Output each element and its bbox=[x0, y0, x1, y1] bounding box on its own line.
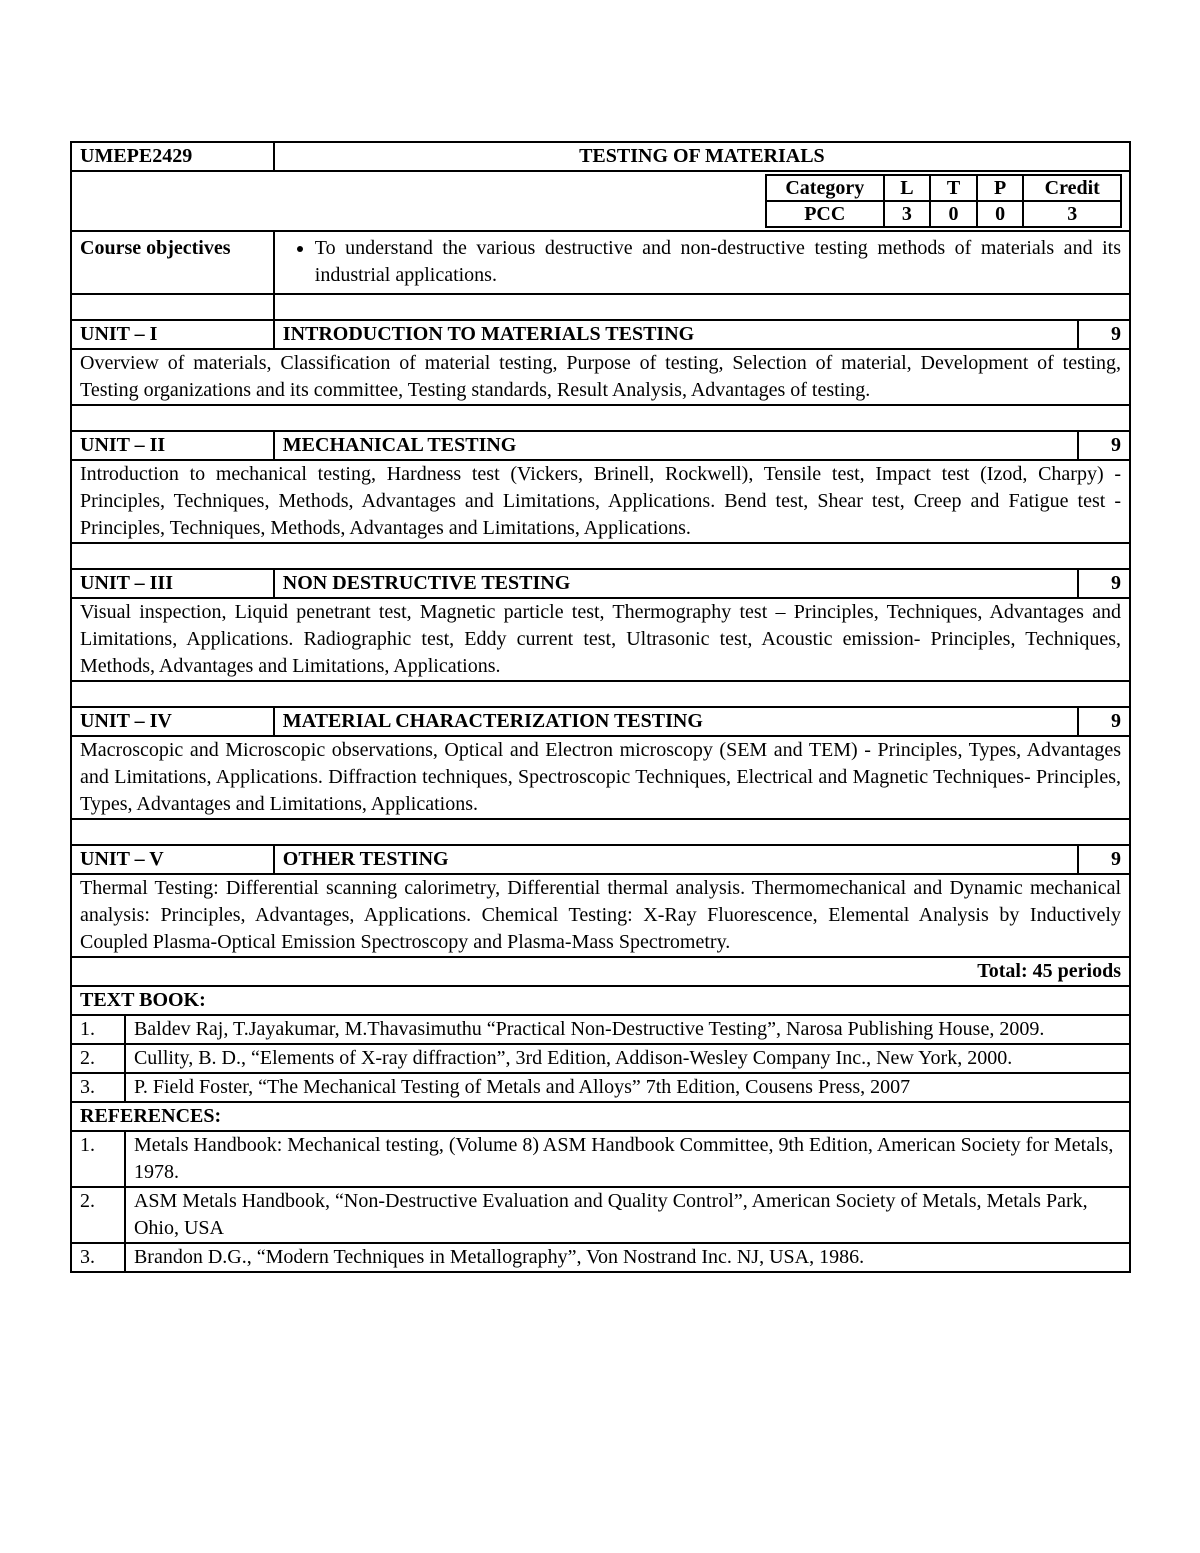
unit-2-hours: 9 bbox=[1078, 431, 1130, 460]
unit-1-id: UNIT – I bbox=[71, 320, 274, 349]
total-row bbox=[71, 957, 1130, 986]
spacer-row bbox=[71, 294, 1130, 320]
unit-1-title: INTRODUCTION TO MATERIALS TESTING bbox=[274, 320, 1078, 349]
credit-value-p: 0 bbox=[977, 201, 1024, 227]
syllabus-page bbox=[70, 141, 1131, 1273]
textbook-item bbox=[71, 1073, 1130, 1102]
textbook-num: 3. bbox=[71, 1073, 125, 1102]
reference-text: Metals Handbook: Mechanical testing, (Volume 8) ASM Handbook Committee, 9th Edition, American Society for Metals, 1978. bbox=[125, 1131, 1130, 1187]
textbook-item bbox=[71, 1044, 1130, 1073]
objectives-row bbox=[71, 231, 1130, 294]
textbook-text: P. Field Foster, “The Mechanical Testing of Metals and Alloys” 7th Edition, Cousens Press, 2007 bbox=[125, 1073, 1130, 1102]
textbook-num: 1. bbox=[71, 1015, 125, 1044]
reference-item bbox=[71, 1187, 1130, 1243]
textbook-text: Baldev Raj, T.Jayakumar, M.Thavasimuthu “Practical Non-Destructive Testing”, Narosa Publishing House, 2009. bbox=[125, 1015, 1130, 1044]
reference-text: Brandon D.G., “Modern Techniques in Metallography”, Von Nostrand Inc. NJ, USA, 1986. bbox=[125, 1243, 1130, 1272]
reference-num: 3. bbox=[71, 1243, 125, 1272]
reference-num: 1. bbox=[71, 1131, 125, 1187]
references-heading-row bbox=[71, 1102, 1130, 1131]
credit-value-row bbox=[766, 201, 1121, 227]
unit-4-content-row bbox=[71, 736, 1130, 819]
reference-text: ASM Metals Handbook, “Non-Destructive Evaluation and Quality Control”, American Society of Metals, Metals Park, Ohio, USA bbox=[125, 1187, 1130, 1243]
credit-header-row bbox=[766, 175, 1121, 201]
unit-2-title: MECHANICAL TESTING bbox=[274, 431, 1078, 460]
course-title: TESTING OF MATERIALS bbox=[274, 142, 1130, 171]
unit-3-content: Visual inspection, Liquid penetrant test, Magnetic particle test, Thermography test – Principles, Techniques, Advantages and Limitations, Applications. Radiographic test, Eddy current test, Ultrasonic test, Acoustic emission- Principles, Techniques, Methods, Advantages and Limitations, Applications. bbox=[71, 598, 1130, 681]
credit-value-category: PCC bbox=[766, 201, 884, 227]
course-code: UMEPE2429 bbox=[71, 142, 274, 171]
unit-4-header bbox=[71, 707, 1130, 736]
references-heading: REFERENCES: bbox=[71, 1102, 1130, 1131]
total-periods: Total: 45 periods bbox=[71, 957, 1130, 986]
credit-header-t: T bbox=[930, 175, 977, 201]
unit-2-content: Introduction to mechanical testing, Hardness test (Vickers, Brinell, Rockwell), Tensile test, Impact test (Izod, Charpy) - Principles, Techniques, Methods, Advantages and Limitations, Applications. Bend test, Shear test, Creep and Fatigue test - Principles, Techniques, Methods, Advantages and Limitations, Applications. bbox=[71, 460, 1130, 543]
course-header-row bbox=[71, 142, 1130, 171]
unit-3-content-row bbox=[71, 598, 1130, 681]
unit-5-title: OTHER TESTING bbox=[274, 845, 1078, 874]
unit-5-hours: 9 bbox=[1078, 845, 1130, 874]
spacer-row bbox=[71, 819, 1130, 845]
reference-item bbox=[71, 1243, 1130, 1272]
unit-1-header bbox=[71, 320, 1130, 349]
unit-2-id: UNIT – II bbox=[71, 431, 274, 460]
unit-4-title: MATERIAL CHARACTERIZATION TESTING bbox=[274, 707, 1078, 736]
textbook-text: Cullity, B. D., “Elements of X-ray diffraction”, 3rd Edition, Addison-Wesley Company Inc., New York, 2000. bbox=[125, 1044, 1130, 1073]
reference-item bbox=[71, 1131, 1130, 1187]
unit-2-header bbox=[71, 431, 1130, 460]
unit-5-content: Thermal Testing: Differential scanning calorimetry, Differential thermal analysis. Thermomechanical and Dynamic mechanical analysis: Principles, Advantages, Applications. Chemical Testing: X-Ray Fluorescence, Elemental Analysis by Inductively Coupled Plasma-Optical Emission Spectroscopy and Plasma-Mass Spectrometry. bbox=[71, 874, 1130, 957]
textbook-heading-row bbox=[71, 986, 1130, 1015]
credit-value-credit: 3 bbox=[1023, 201, 1121, 227]
unit-3-id: UNIT – III bbox=[71, 569, 274, 598]
unit-3-title: NON DESTRUCTIVE TESTING bbox=[274, 569, 1078, 598]
unit-4-content: Macroscopic and Microscopic observations, Optical and Electron microscopy (SEM and TEM) - Principles, Types, Advantages and Limitations, Applications. Diffraction techniques, Spectroscopic Techniques, Electrical and Magnetic Techniques- Principles, Types, Advantages and Limitations, Applications. bbox=[71, 736, 1130, 819]
textbook-item bbox=[71, 1015, 1130, 1044]
credit-header-p: P bbox=[977, 175, 1024, 201]
unit-3-header bbox=[71, 569, 1130, 598]
unit-4-id: UNIT – IV bbox=[71, 707, 274, 736]
credit-header-credit: Credit bbox=[1023, 175, 1121, 201]
spacer-row bbox=[71, 543, 1130, 569]
credit-table bbox=[765, 174, 1122, 228]
reference-num: 2. bbox=[71, 1187, 125, 1243]
unit-1-content: Overview of materials, Classification of material testing, Purpose of testing, Selection of material, Development of testing, Testing organizations and its committee, Testing standards, Result Analysis, Advantages of testing. bbox=[71, 349, 1130, 405]
unit-1-content-row bbox=[71, 349, 1130, 405]
credit-header-category: Category bbox=[766, 175, 884, 201]
credit-value-t: 0 bbox=[930, 201, 977, 227]
credit-row bbox=[71, 171, 1130, 231]
unit-5-id: UNIT – V bbox=[71, 845, 274, 874]
unit-5-content-row bbox=[71, 874, 1130, 957]
unit-2-content-row bbox=[71, 460, 1130, 543]
spacer-row bbox=[71, 681, 1130, 707]
unit-3-hours: 9 bbox=[1078, 569, 1130, 598]
textbook-heading: TEXT BOOK: bbox=[71, 986, 1130, 1015]
objectives-label: Course objectives bbox=[71, 231, 274, 294]
credit-value-l: 3 bbox=[884, 201, 931, 227]
objective-item: • To understand the various destructive and non-destructive testing methods of materials and its industrial applications. bbox=[315, 235, 1121, 289]
unit-5-header bbox=[71, 845, 1130, 874]
textbook-num: 2. bbox=[71, 1044, 125, 1073]
books-table bbox=[70, 985, 1131, 1273]
unit-4-hours: 9 bbox=[1078, 707, 1130, 736]
spacer-row bbox=[71, 405, 1130, 431]
unit-1-hours: 9 bbox=[1078, 320, 1130, 349]
objectives-list bbox=[283, 235, 1121, 289]
syllabus-table bbox=[70, 141, 1131, 987]
credit-header-l: L bbox=[884, 175, 931, 201]
